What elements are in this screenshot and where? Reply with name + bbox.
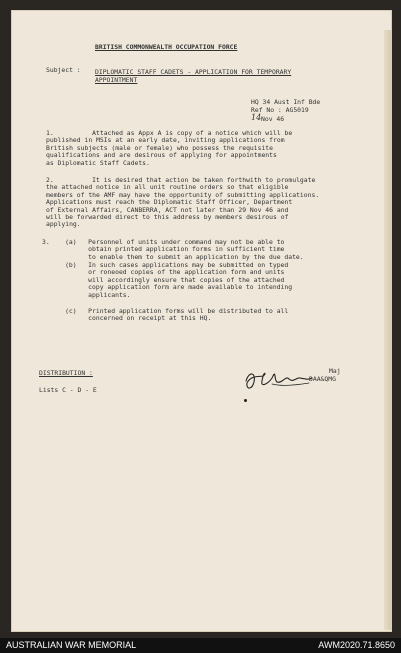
document-page <box>11 10 392 632</box>
distribution-lists: Lists C - D - E <box>39 386 97 394</box>
archive-id: AWM2020.71.8650 <box>318 640 395 650</box>
subject-label: Subject : <box>46 66 81 74</box>
archive-footer <box>0 638 401 653</box>
date-line: Nov 46 <box>261 115 285 123</box>
paper-edge-wear <box>384 30 391 630</box>
distribution-label: DISTRIBUTION : <box>39 369 93 377</box>
signature-appointment: DAA&QMG <box>309 375 336 383</box>
date-day: 14 <box>251 113 262 122</box>
paragraph-3b: (b) In such cases applications may be submitted on typed or roneoed copies of the application form and units will accordingly ensure that copies of the attached copy application form are made available to intending applicants. <box>65 261 293 299</box>
subject-line-1: DIPLOMATIC STAFF CADETS - APPLICATION FOR TEMPORARY <box>95 68 292 76</box>
archive-source: AUSTRALIAN WAR MEMORIAL <box>6 640 137 650</box>
hq-line: HQ 34 Aust Inf Bde <box>251 98 321 106</box>
signature-rank: Maj <box>329 367 341 375</box>
subject-line-2: APPOINTMENT <box>95 76 138 84</box>
ink-dot <box>244 399 247 402</box>
paragraph-3a: 3. (a) Personnel of units under command may not be able to obtain printed application forms in sufficient time to enable them to submit an application by the due date. <box>42 238 304 261</box>
paragraph-3c: (c) Printed application forms will be distributed to all concerned on receipt at this HQ. <box>65 307 289 323</box>
document-org: BRITISH COMMONWEALTH OCCUPATION FORCE <box>95 43 238 51</box>
handwritten-signature <box>242 362 314 402</box>
ref-line: Ref No : AG5019 <box>251 106 309 114</box>
paragraph-2: 2. It is desired that action be taken forthwith to promulgate the attached notice in all unit routine orders so that eligible members of the AMF may have the opportunity of submitting applications. Applications must reach the Diplomatic Staff Officer, Department of External Affairs, CANBERRA, ACT not later than 29 Nov 46 and will be forwarded direct to this address by members desirous of applying. <box>46 176 320 229</box>
paragraph-1: 1. Attached as Appx A is copy of a notice which will be published in MSIs at an early date, inviting applications from British subjects (male or female) who possess the requisite qualifications and are desirous of applying for appointments as Diplomatic Staff Cadets. <box>46 129 293 167</box>
